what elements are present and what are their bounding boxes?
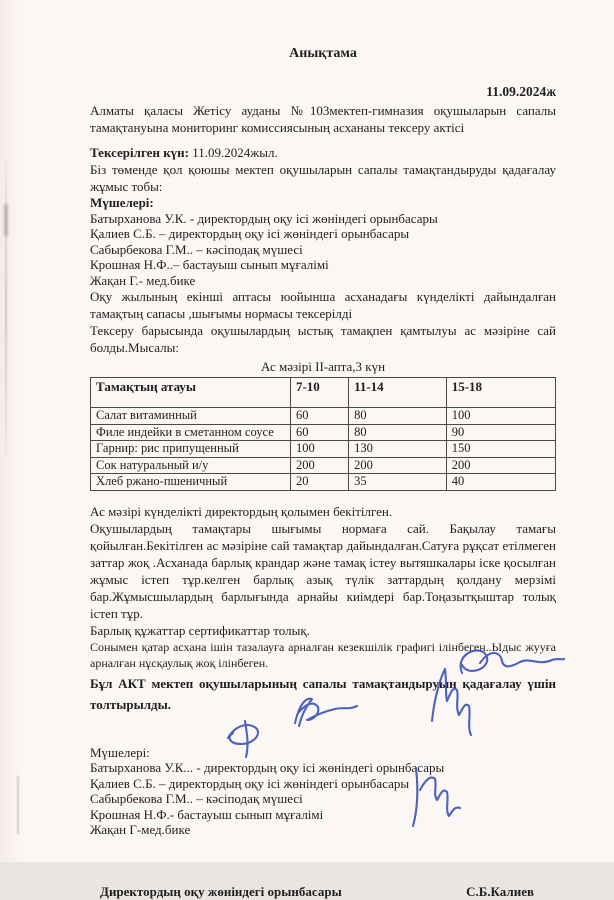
table-row	[91, 424, 556, 441]
member-line: Крошная Н.Ф..– бастауыш сынып мұғалімі	[90, 257, 329, 272]
column-header: Тамақтың атауы	[91, 378, 291, 408]
members-list-2	[90, 760, 556, 838]
portion-value: 200	[349, 457, 447, 474]
menu-table	[90, 377, 556, 491]
member-line: Жақан Г-мед.бике	[90, 822, 191, 837]
dish-name: Салат витаминный	[91, 408, 291, 425]
portion-value: 40	[446, 474, 555, 491]
portion-value: 60	[290, 424, 348, 441]
table-row	[91, 457, 556, 474]
checked-date-line	[90, 144, 556, 161]
footer-role: Директордың оқу жөніндегі орынбасары	[100, 883, 342, 899]
portion-value: 200	[446, 457, 555, 474]
document-title: Анықтама	[289, 46, 357, 61]
conclusion-paragraph: Бұл АКТ мектеп оқушыларының сапалы тамақтандыруын қадағалау үшін толтырылды.	[90, 675, 556, 712]
findings-paragraph: Оқушылардың тамақтары шығымы нормаға сай. Бақылау тамағы қойылған.Бекітілген ас мәзіріне сай тамақтар дайындалған.Сатуға рұқсат етілмеген заттар жоқ .Асханада барлық крандар және тамақ істеу вытяшкалары іске қосылған жұмыс істеп тұр.келген барлық азық түлік заттардың қолдану мерзімі бар.Жұмысшылардың барлығында арнайы киімдері бар.Тоңазытқыштар толық істеп тұр.	[90, 520, 556, 621]
menu-table-caption: Ас мәзірі II-апта,3 күн	[260, 359, 386, 374]
member-line: Жақан Г.- мед.бике	[90, 272, 196, 288]
portion-value: 150	[446, 441, 555, 458]
member-line: Сабырбекова Г.М.. – кәсіподақ мүшесі	[90, 241, 303, 257]
document-date: 11.09.2024ж	[486, 84, 556, 99]
portion-value: 35	[349, 474, 447, 491]
portion-value: 80	[349, 424, 447, 441]
checked-date-label: Тексерілген күн:	[90, 145, 189, 160]
members-heading-2: Мүшелері:	[90, 744, 150, 760]
portion-value: 100	[446, 408, 555, 425]
inspection-paragraph-2: Тексеру барысында оқушылардың ыстық тамақпен қамтылуы ас мәзіріне сай болды.Мысалы:	[90, 323, 556, 355]
portion-value: 130	[349, 441, 447, 458]
portion-value: 100	[290, 441, 348, 458]
scan-artifact-smudge	[4, 204, 8, 236]
table-row	[91, 441, 556, 458]
member-line: Батырханова У.К... - директордың оқу ісі жөніндегі орынбасары	[90, 760, 445, 775]
member-line: Қалиев С.Б. – директордың оқу ісі жөніндегі орынбасары	[90, 775, 410, 791]
table-row	[91, 474, 556, 491]
findings-line-1: Ас мәзірі күнделікті директордың қолымен бекітілген.	[90, 503, 393, 519]
checked-date-value: 11.09.2024жыл.	[189, 145, 278, 160]
preamble-paragraph: Біз төменде қол қоюшы мектеп оқушыларын сапалы тамақтандыруды қадағалау жұмыс тобы:	[90, 162, 556, 194]
dish-name: Хлеб ржано-пшеничный	[91, 474, 291, 491]
portion-value: 90	[446, 424, 555, 441]
scan-artifact-left-streak	[5, 162, 7, 454]
member-line: Қалиев С.Б. – директордың оқу ісі жөніндегі орынбасары	[90, 226, 410, 241]
intro-paragraph: Алматы қаласы Жетісу ауданы №103мектеп-гимназия оқушыларын сапалы тамақтануына мониторинг комиссиясының асхананы тексеру актісі	[90, 103, 556, 135]
dish-name: Филе индейки в сметанном соусе	[91, 424, 291, 441]
inspection-paragraph-1: Оқу жылының екінші аптасы юойынша асханадағы күнделікті дайындалған тамақтың сапасы ,шығымы нормасы тексерілді	[90, 289, 556, 321]
findings-line-2: Барлық құжаттар сертификаттар толық.	[90, 622, 310, 638]
portion-value: 60	[290, 408, 348, 425]
scan-artifact-bottom-streak	[17, 776, 19, 834]
footer-signatory-name: С.Б.Калиев	[466, 883, 534, 899]
portion-value: 80	[349, 408, 447, 425]
dish-name: Сок натуральный и/у	[91, 457, 291, 474]
member-line: Крошная Н.Ф.- бастауыш сынып мұғалімі	[90, 806, 324, 822]
dish-name: Гарнир: рис припущенный	[91, 441, 291, 458]
portion-value: 20	[290, 474, 348, 491]
table-header-row	[91, 378, 556, 408]
member-line: Сабырбекова Г.М.. – кәсіподақ мүшесі	[90, 791, 303, 806]
member-line: Батырханова У.К. - директордың оқу ісі жөніндегі орынбасары	[90, 210, 438, 226]
signature-footer	[90, 884, 556, 900]
column-header: 7-10	[290, 378, 348, 408]
members-heading: Мүшелері:	[90, 195, 154, 210]
remarks-paragraph: Сонымен қатар асхана ішін тазалауға арналған кезекшілік графигі ілінбеген..Ыдыс жууға арналған нұсқаулық жоқ ілінбеген.	[90, 639, 556, 670]
portion-value: 200	[290, 457, 348, 474]
column-header: 11-14	[349, 378, 447, 408]
members-list-1	[90, 211, 556, 289]
table-row	[91, 408, 556, 425]
column-header: 15-18	[446, 378, 555, 408]
